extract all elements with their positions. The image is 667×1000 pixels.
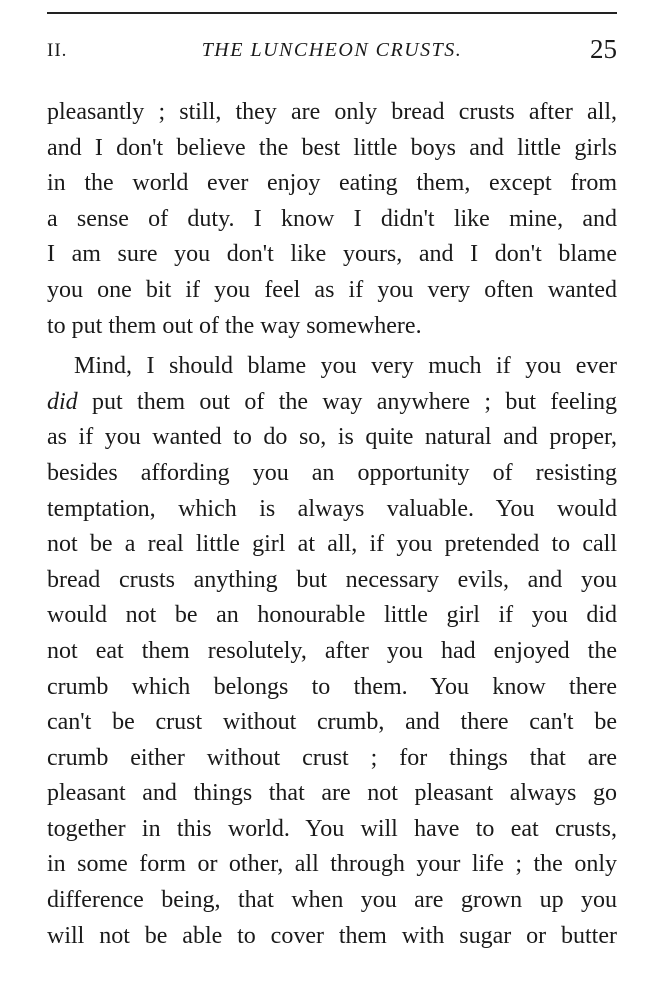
text-line: Mind, I should blame you very much if you ever: [74, 353, 617, 380]
text-line: in the world ever enjoy eating them, except from: [47, 170, 617, 197]
text-line: difference being, that when you are grown up you: [47, 887, 617, 914]
page-number: 25: [590, 34, 617, 64]
text-line: pleasant and things that are not pleasant always go: [47, 780, 617, 807]
text-line: crumb which belongs to them. You know there: [47, 673, 617, 700]
body-text: [47, 95, 617, 954]
text-line: I am sure you don't like yours, and I don't blame: [47, 241, 617, 268]
top-rule: [47, 12, 617, 14]
running-head: [47, 32, 617, 66]
text-line: would not be an honourable little girl if you did: [47, 602, 617, 629]
running-title: THE LUNCHEON CRUSTS.: [201, 39, 463, 61]
text-line: in some form or other, all through your life ; the only: [47, 851, 617, 878]
text-line: pleasantly ; still, they are only bread crusts after all,: [47, 99, 617, 125]
paragraph-2: [47, 349, 617, 954]
text-line: not eat them resolutely, after you had enjoyed the: [47, 637, 617, 664]
text-line: [47, 385, 617, 421]
text-line-rest: put them out of the way anywhere ; but feeling: [77, 388, 617, 415]
chapter-number: II.: [47, 40, 68, 61]
text-line: you one bit if you feel as if you very often wanted: [47, 276, 617, 303]
text-line: temptation, which is always valuable. You would: [47, 495, 617, 522]
text-line: as if you wanted to do so, is quite natural and proper,: [47, 424, 617, 451]
text-line: besides affording you an opportunity of resisting: [47, 459, 617, 486]
text-line: to put them out of the way somewhere.: [47, 312, 422, 339]
text-line: can't be crust without crumb, and there can't be: [47, 709, 617, 736]
text-line: a sense of duty. I know I didn't like mine, and: [47, 205, 617, 232]
text-line: bread crusts anything but necessary evils, and you: [47, 566, 617, 593]
text-line: together in this world. You will have to eat crusts,: [47, 815, 617, 842]
italic-word: did: [47, 388, 78, 415]
text-line: crumb either without crust ; for things that are: [47, 744, 617, 771]
text-line: and I don't believe the best little boys and little girls: [47, 134, 617, 161]
text-line: will not be able to cover them with sugar or butter: [47, 922, 617, 949]
text-line: not be a real little girl at all, if you pretended to call: [47, 531, 617, 558]
paragraph-1: [47, 95, 617, 344]
